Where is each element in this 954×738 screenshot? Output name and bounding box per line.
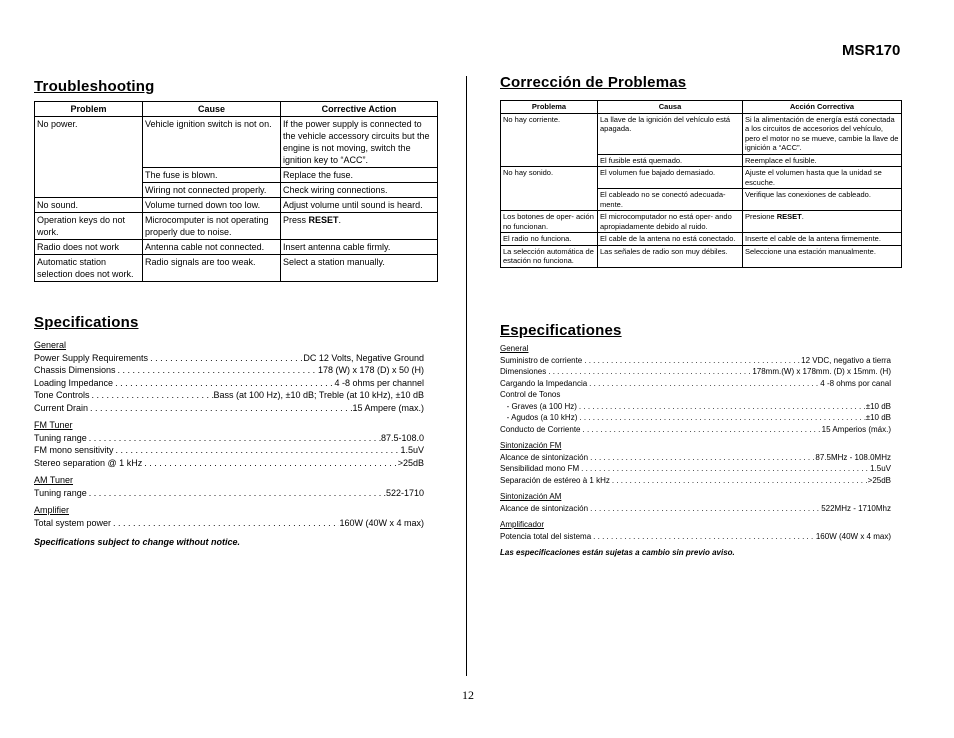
spec-row xyxy=(34,352,424,365)
reset-keyword: RESET xyxy=(308,215,339,225)
spec-value: ±10 dB xyxy=(865,413,891,422)
spec-value: 522MHz - 1710Mhz xyxy=(821,503,891,513)
spec-group xyxy=(500,343,891,435)
dot-leader xyxy=(581,424,822,436)
troubleshooting-table xyxy=(34,101,438,282)
header-problem: Problem xyxy=(35,102,143,117)
spec-label: Cargando la Impedancia xyxy=(500,378,588,388)
cause-cell: Volume turned down too low. xyxy=(143,198,281,213)
table-row xyxy=(35,198,438,213)
action-cell xyxy=(281,213,438,240)
problem-cell: Automatic station selection does not work. xyxy=(35,255,143,282)
table-row xyxy=(501,113,902,154)
cause-cell: El cableado no se conectó adecuada- mente. xyxy=(598,189,743,211)
table-row xyxy=(35,117,438,168)
spec-group-label: AM Tuner xyxy=(34,475,74,485)
spec-row xyxy=(34,487,424,500)
action-cell: Adjust volume until sound is heard. xyxy=(281,198,438,213)
spec-row xyxy=(500,424,891,436)
spec-label: Total system power xyxy=(34,517,112,528)
spec-group xyxy=(34,474,424,499)
spec-value: 1.5uV xyxy=(870,464,891,473)
cause-cell: Las señales de radio son muy débiles. xyxy=(598,245,743,267)
spec-row xyxy=(34,389,424,402)
spec-label: Conducto de Corriente xyxy=(500,424,581,434)
spec-row xyxy=(500,475,891,487)
column-divider xyxy=(466,76,467,676)
spec-row xyxy=(500,378,891,390)
spec-value: 4 -8 ohms per channel xyxy=(334,377,424,388)
action-cell: Verifique las conexiones de cableado. xyxy=(743,189,902,211)
cause-cell: El cable de la antena no está conectado. xyxy=(598,233,743,246)
action-cell: Insert antenna cable firmly. xyxy=(281,240,438,255)
spec-label: Tuning range xyxy=(34,487,87,498)
problem-cell: No hay sonido. xyxy=(501,167,598,211)
spec-row xyxy=(500,355,891,367)
dot-leader xyxy=(546,366,752,378)
spec-value: 178 (W) x 178 (D) x 50 (H) xyxy=(317,365,424,375)
dot-leader xyxy=(577,412,865,424)
spec-group xyxy=(34,504,424,529)
dot-leader xyxy=(148,352,303,365)
spec-row xyxy=(34,402,424,415)
spec-value: ±10 dB xyxy=(865,401,891,411)
spec-value: 4 -8 ohms por canal xyxy=(820,378,891,388)
spec-row xyxy=(500,412,891,424)
spec-value: 160W (40W x 4 max) xyxy=(339,517,424,528)
dot-leader xyxy=(88,402,352,415)
table-row xyxy=(501,167,902,189)
spec-group xyxy=(500,440,891,486)
problem-cell: No hay corriente. xyxy=(501,113,598,167)
spec-label: Control de Tonos xyxy=(500,390,561,399)
spec-group xyxy=(34,419,424,469)
spec-label: Alcance de sintonización xyxy=(500,452,589,462)
spec-label: Power Supply Requirements xyxy=(34,352,149,363)
spec-label: Tone Controls xyxy=(34,390,90,400)
table-row xyxy=(35,255,438,282)
spec-label: Sensibilidad mono FM xyxy=(500,464,580,473)
action-cell: Ajuste el volumen hasta que la unidad se escuche. xyxy=(743,167,902,189)
spec-value: 87.5MHz - 108.0MHz xyxy=(815,452,891,462)
problem-cell: Radio does not work xyxy=(35,240,143,255)
spec-label: Stereo separation @ 1 kHz xyxy=(34,457,143,468)
spec-value: 160W (40W x 4 max) xyxy=(815,531,891,541)
page-number: 12 xyxy=(462,688,474,702)
table-row xyxy=(35,240,438,255)
dot-leader xyxy=(114,444,401,457)
spec-label: FM mono sensitivity xyxy=(34,445,114,455)
spec-value: 15 Amperios (máx.) xyxy=(821,424,891,434)
spec-value: .522-1710 xyxy=(383,487,424,498)
spec-group xyxy=(34,339,424,414)
table-row xyxy=(501,245,902,267)
table-row xyxy=(501,211,902,233)
cause-cell: El volumen fue bajado demasiado. xyxy=(598,167,743,189)
table-header-row xyxy=(35,102,438,117)
dot-leader xyxy=(587,378,820,390)
troubleshooting-heading: Troubleshooting xyxy=(34,78,155,95)
action-cell: Replace the fuse. xyxy=(281,168,438,183)
dot-leader xyxy=(113,377,334,390)
spec-group-label: Sintonización AM xyxy=(500,492,562,501)
cause-cell: El fusible está quemado. xyxy=(598,154,743,167)
action-cell: Seleccione una estación manualmente. xyxy=(743,245,902,267)
spec-row xyxy=(500,463,891,475)
dot-leader xyxy=(582,355,801,367)
table-row xyxy=(501,233,902,246)
correccion-heading: Corrección de Problemas xyxy=(500,74,687,91)
correccion-body xyxy=(501,113,902,267)
action-cell: Select a station manually. xyxy=(281,255,438,282)
spec-row xyxy=(500,452,891,464)
action-cell xyxy=(743,211,902,233)
action-cell: Si la alimentación de energía está conectada a los circuitos de accesorios del vehículo, pero el motor no se mueve, cambie la llave de ignición a “ACC”. xyxy=(743,113,902,154)
spec-label: - Graves (a 100 Hz) xyxy=(500,401,577,411)
spec-value: Bass (at 100 Hz), ±10 dB; Treble (at 10 kHz), ±10 dB xyxy=(213,390,424,400)
dot-leader xyxy=(90,389,214,402)
reset-keyword: RESET xyxy=(776,212,802,221)
spec-row xyxy=(500,389,891,401)
header-action: Corrective Action xyxy=(281,102,438,117)
spec-group xyxy=(500,519,891,542)
spec-group-label: Amplificador xyxy=(500,520,545,529)
spec-label: Potencia total del sistema xyxy=(500,531,592,541)
spec-value: 12 VDC, negativo a tierra xyxy=(801,355,891,365)
correccion-table xyxy=(500,100,902,268)
dot-leader xyxy=(588,503,821,515)
dot-leader xyxy=(577,401,866,413)
action-prefix: Presione xyxy=(745,212,777,221)
action-suffix: . xyxy=(338,215,342,225)
dot-leader xyxy=(588,452,815,464)
dot-leader xyxy=(610,475,868,487)
specifications-heading: Specifications xyxy=(34,314,139,331)
spec-note: Specifications subject to change without notice. xyxy=(34,537,241,547)
spec-label: Alcance de sintonización xyxy=(500,503,589,513)
spec-note: Las especificaciones están sujetas a cambio sin previo aviso. xyxy=(500,548,735,557)
table-row xyxy=(35,213,438,240)
problem-cell: Los botones de oper- ación no funcionan. xyxy=(501,211,598,233)
spec-group-label: General xyxy=(34,340,67,350)
problem-cell: No power. xyxy=(35,117,143,198)
spec-row xyxy=(34,364,424,377)
spec-value: DC 12 Volts, Negative Ground xyxy=(303,352,424,363)
spec-label: Chassis Dimensions xyxy=(34,365,116,375)
problem-cell: Operation keys do not work. xyxy=(35,213,143,240)
spec-group xyxy=(500,491,891,514)
spec-row xyxy=(500,503,891,515)
problem-cell: La selección automática de estación no funciona. xyxy=(501,245,598,267)
spec-label: Suministro de corriente xyxy=(500,355,583,365)
problem-cell: El radio no funciona. xyxy=(501,233,598,246)
spec-row xyxy=(34,517,424,530)
spec-group-label: General xyxy=(500,344,529,353)
spec-value: 15 Ampere (max.) xyxy=(352,402,424,413)
spec-row xyxy=(500,531,891,543)
cause-cell: Wiring not connected properly. xyxy=(143,183,281,198)
cause-cell: Vehicle ignition switch is not on. xyxy=(143,117,281,168)
header-problema: Problema xyxy=(501,101,598,114)
cause-cell: La llave de la ignición del vehículo está apagada. xyxy=(598,113,743,154)
dot-leader xyxy=(142,457,398,470)
specifications-list xyxy=(34,339,424,547)
troubleshooting-body xyxy=(35,117,438,282)
spec-row xyxy=(34,432,424,445)
spec-label: Tuning range xyxy=(34,432,87,443)
spec-value: >25dB xyxy=(397,457,424,468)
cause-cell: The fuse is blown. xyxy=(143,168,281,183)
dot-leader xyxy=(111,517,339,530)
spec-label: Separación de estéreo à 1 kHz xyxy=(500,475,610,485)
model-number: MSR170 xyxy=(842,42,901,59)
spec-group-label: FM Tuner xyxy=(34,420,73,430)
spec-row xyxy=(500,401,891,413)
spec-row xyxy=(34,457,424,470)
table-header-row xyxy=(501,101,902,114)
spec-group-label: Sintonización FM xyxy=(500,441,562,450)
problem-cell: No sound. xyxy=(35,198,143,213)
spec-row xyxy=(34,444,424,457)
dot-leader xyxy=(591,531,816,543)
action-cell: Check wiring connections. xyxy=(281,183,438,198)
dot-leader xyxy=(116,364,318,377)
spec-row xyxy=(500,366,891,378)
especificaciones-heading: Especificationes xyxy=(500,322,622,339)
action-cell: Inserte el cable de la antena firmemente. xyxy=(743,233,902,246)
cause-cell: Antenna cable not connected. xyxy=(143,240,281,255)
spec-value: 178mm.(W) x 178mm. (D) x 15mm. (H) xyxy=(752,367,891,376)
header-cause: Cause xyxy=(143,102,281,117)
action-suffix: . xyxy=(801,212,804,221)
header-causa: Causa xyxy=(598,101,743,114)
cause-cell: El microcomputador no está oper- ando apropiadamente debido al ruido. xyxy=(598,211,743,233)
spec-value: 1.5uV xyxy=(400,445,424,455)
dot-leader xyxy=(87,487,384,500)
especificaciones-list xyxy=(500,343,891,557)
action-prefix: Press xyxy=(283,215,309,225)
cause-cell: Microcomputer is not operating properly due to noise. xyxy=(143,213,281,240)
dot-leader xyxy=(87,432,381,445)
spec-row xyxy=(34,377,424,390)
dot-leader xyxy=(579,463,870,475)
action-cell: Reemplace el fusible. xyxy=(743,154,902,167)
spec-group-label: Amplifier xyxy=(34,505,70,515)
spec-label: - Agudos (a 10 kHz) xyxy=(500,413,578,422)
spec-label: Loading Impedance xyxy=(34,377,114,388)
header-accion: Acción Correctiva xyxy=(743,101,902,114)
action-cell: If the power supply is connected to the vehicle accessory circuits but the engine is not moving, switch the ignition key to “ACC”. xyxy=(281,117,438,168)
spec-value: >25dB xyxy=(867,475,891,485)
spec-value: 87.5-108.0 xyxy=(380,432,424,443)
cause-cell: Radio signals are too weak. xyxy=(143,255,281,282)
spec-label: Dimensiones xyxy=(500,367,547,376)
spec-label: Current Drain xyxy=(34,402,89,413)
